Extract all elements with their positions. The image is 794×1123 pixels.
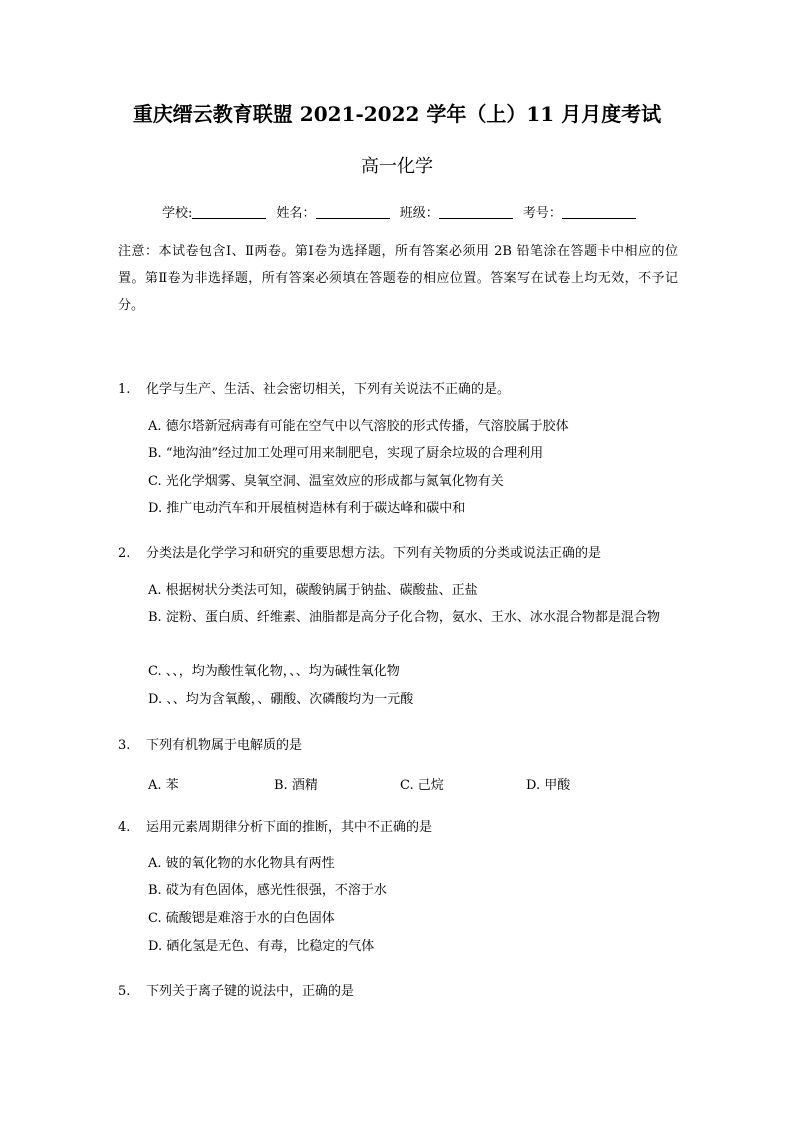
number-label: 考号：	[522, 206, 562, 221]
exam-title: 重庆缙云教育联盟 2021-2022 学年（上）11 月月度考试	[132, 102, 662, 126]
question-stem: 下列关于离子键的说法中，正确的是	[146, 984, 355, 999]
question-number: 5.	[118, 984, 131, 999]
question-1	[118, 378, 678, 397]
question-number: 1.	[118, 382, 131, 397]
question-1-option-c: C. 光化学烟雾、臭氧空洞、温室效应的形成都与氮氧化物有关	[148, 474, 504, 489]
question-number: 2.	[118, 546, 131, 561]
question-1-option-a: A. 德尔塔新冠病毒有可能在空气中以气溶胶的形式传播，气溶胶属于胶体	[148, 419, 569, 434]
class-blank	[439, 218, 513, 219]
question-stem: 运用元素周期律分析下面的推断，其中不正确的是	[146, 820, 433, 835]
question-2-option-d: D. 、、均为含氧酸，、硼酸、次磷酸均为一元酸	[148, 692, 414, 707]
question-2-option-b: B. 淀粉、蛋白质、纤维素、油脂都是高分子化合物，氨水、王水、冰水混合物都是混合物	[148, 610, 660, 625]
question-2-option-c: C. 、、，均为酸性氧化物，、、均为碱性氧化物	[148, 664, 400, 679]
name-blank	[316, 218, 390, 219]
question-4	[118, 816, 678, 835]
question-1-option-d: D. 推广电动汽车和开展植树造林有利于碳达峰和碳中和	[148, 501, 466, 516]
question-3-option-d: D. 甲酸	[526, 778, 571, 793]
question-1-option-b: B. “地沟油”经过加工处理可用来制肥皂，实现了厨余垃圾的合理利用	[148, 446, 544, 461]
question-3-options	[148, 774, 678, 793]
question-5	[118, 980, 678, 999]
exam-subject: 高一化学	[361, 156, 433, 177]
name-label: 姓名：	[276, 206, 316, 221]
school-blank	[192, 218, 266, 219]
exam-notice: 注意：本试卷包含Ⅰ、Ⅱ两卷。第Ⅰ卷为选择题，所有答案必须用 2B 铅笔涂在答题卡中相应的位置。第Ⅱ卷为非选择题，所有答案必须填在答题卷的相应位置。答案写在试卷上均无效，不予记分。	[118, 244, 678, 313]
question-4-option-b: B. 砹为有色固体，感光性很强，不溶于水	[148, 883, 387, 898]
question-3-option-c: C. 己烷	[400, 778, 444, 793]
question-2-option-a: A. 根据树状分类法可知，碳酸钠属于钠盐、碳酸盐、正盐	[148, 583, 478, 598]
question-stem: 化学与生产、生活、社会密切相关，下列有关说法不正确的是。	[146, 382, 511, 397]
question-stem: 分类法是化学学习和研究的重要思想方法。下列有关物质的分类或说法正确的是	[146, 546, 602, 561]
question-4-option-c: C. 硫酸锶是难溶于水的白色固体	[148, 911, 335, 926]
question-2	[118, 542, 678, 561]
question-stem: 下列有机物属于电解质的是	[146, 738, 303, 753]
question-3-option-b: B. 酒精	[274, 778, 318, 793]
question-number: 3.	[118, 738, 131, 753]
school-label: 学校:	[162, 206, 193, 221]
class-label: 班级：	[399, 206, 439, 221]
question-4-option-d: D. 硒化氢是无色、有毒，比稳定的气体	[148, 939, 375, 954]
question-3-option-a: A. 苯	[148, 778, 179, 793]
number-blank	[562, 218, 636, 219]
student-info-line	[162, 202, 682, 221]
question-4-option-a: A. 铍的氧化物的水化物具有两性	[148, 856, 335, 871]
question-3	[118, 734, 678, 753]
question-number: 4.	[118, 820, 131, 835]
